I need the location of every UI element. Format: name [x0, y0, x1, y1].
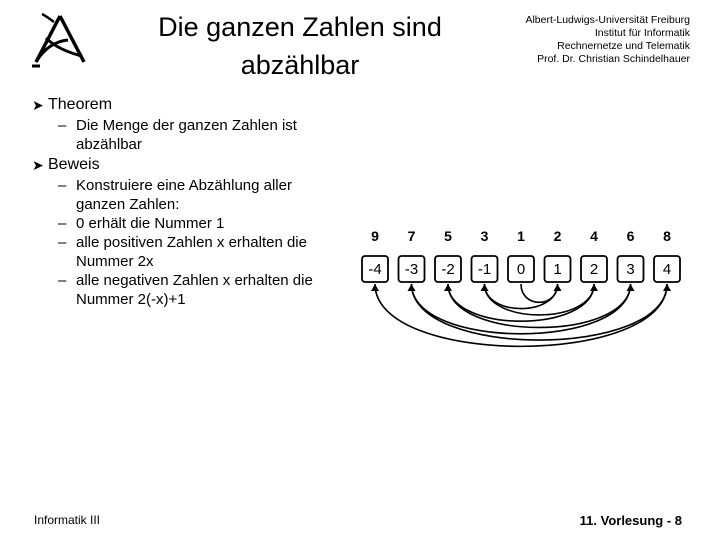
title-line-2: abzählbar	[240, 50, 360, 80]
proof-item	[32, 233, 362, 252]
proof-item-continued: ganzen Zahlen:	[76, 196, 180, 213]
arrow-bullet-icon: ➤	[32, 157, 44, 173]
enumeration-number: 8	[663, 228, 671, 244]
footer-course: Informatik III	[34, 513, 101, 527]
proof-item-text: alle positiven Zahlen x erhalten die	[76, 234, 307, 251]
institution-block	[430, 14, 690, 66]
title-line-1: Die ganzen Zahlen sind	[158, 12, 442, 42]
enumeration-diagram	[356, 222, 696, 372]
integer-value: -2	[441, 261, 455, 278]
enumeration-number: 4	[590, 228, 598, 244]
enumeration-number: 9	[371, 228, 379, 244]
proof-item-text: 0 erhält die Nummer 1	[76, 215, 225, 232]
integer-value: -4	[368, 261, 382, 278]
arrow-bullet-icon: ➤	[32, 97, 44, 113]
proof-item-text: alle negativen Zahlen x erhalten die	[76, 272, 313, 289]
enumeration-number: 3	[480, 228, 489, 244]
integer-value: 0	[516, 261, 526, 278]
integer-value: 1	[553, 261, 562, 278]
proof-item-continued: Nummer 2(-x)+1	[76, 291, 186, 308]
slide-title	[120, 8, 480, 84]
footer-page-number: 11. Vorlesung - 8	[579, 513, 682, 528]
enumeration-number: 5	[444, 228, 452, 244]
enumeration-number: 6	[626, 228, 635, 244]
institution-line: Prof. Dr. Christian Schindelhauer	[537, 53, 690, 65]
institution-line: Albert-Ludwigs-Universität Freiburg	[525, 14, 690, 26]
slide-body	[32, 94, 362, 309]
enumeration-arc	[485, 284, 595, 315]
university-logo-icon	[28, 10, 90, 72]
dash-bullet-icon: –	[58, 215, 67, 232]
proof-item	[32, 214, 362, 233]
enumeration-arc	[521, 284, 558, 302]
integer-value: 4	[662, 261, 672, 278]
integer-value: 2	[589, 261, 599, 278]
theorem-item	[32, 116, 362, 135]
dash-bullet-icon: –	[58, 234, 67, 251]
integer-value: -3	[404, 261, 419, 278]
proof-item-text: Konstruiere eine Abzählung aller	[76, 177, 292, 194]
institution-line: Institut für Informatik	[594, 27, 690, 39]
enumeration-number: 1	[517, 228, 525, 244]
proof-item	[32, 176, 362, 195]
theorem-bullet	[32, 94, 362, 116]
dash-bullet-icon: –	[58, 177, 67, 194]
dash-bullet-icon: –	[58, 117, 67, 134]
integer-value: -1	[477, 261, 492, 278]
proof-label: Beweis	[48, 156, 100, 173]
proof-bullet	[32, 154, 362, 176]
enumeration-number: 7	[407, 228, 416, 244]
integer-value: 3	[626, 261, 635, 278]
arrowhead-icon	[371, 284, 379, 291]
theorem-label: Theorem	[48, 96, 113, 113]
institution-line: Rechnernetze und Telematik	[557, 40, 690, 52]
proof-item	[32, 271, 362, 290]
enumeration-number: 2	[553, 228, 562, 244]
theorem-text: Die Menge der ganzen Zahlen ist	[76, 117, 297, 134]
proof-item-continued: Nummer 2x	[76, 253, 154, 270]
enumeration-arc	[375, 284, 667, 346]
dash-bullet-icon: –	[58, 272, 67, 289]
theorem-item-continued: abzählbar	[76, 136, 142, 153]
